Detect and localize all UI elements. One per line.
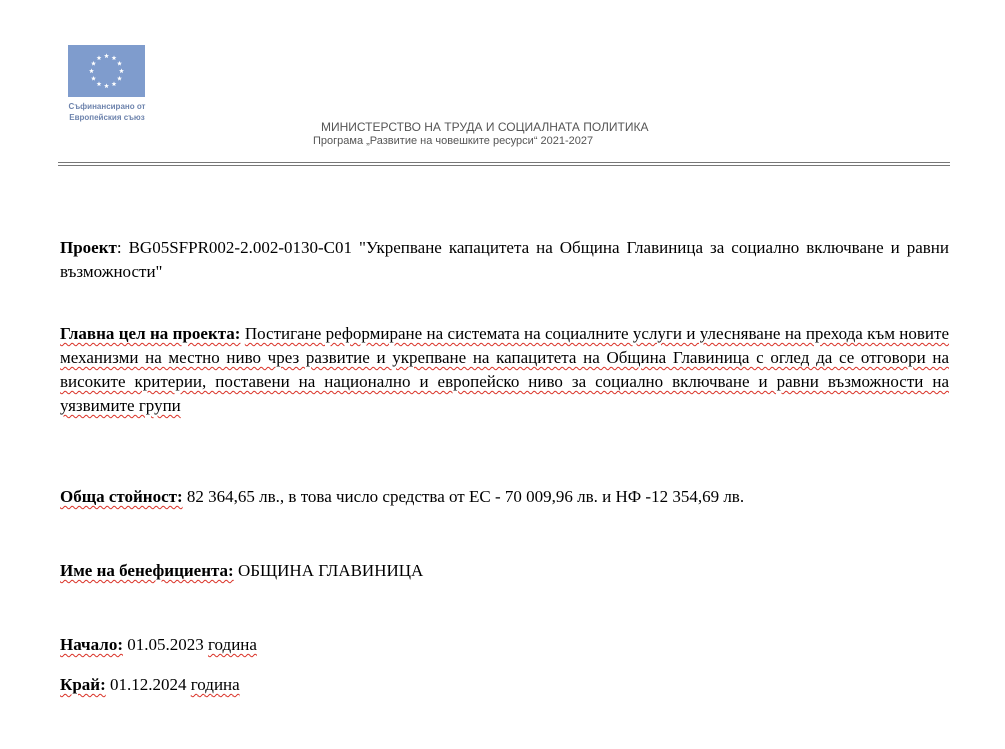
program-title: Програма „Развитие на човешките ресурси“ 2021-2027	[313, 135, 594, 147]
project-label: Проект	[60, 238, 117, 257]
cost-value: 82 364,65 лв., в това число средства от ЕС - 70 009,96 лв. и НФ -12 354,69 лв.	[186, 487, 745, 506]
eu-star-icon	[97, 55, 102, 60]
eu-caption	[57, 101, 157, 123]
beneficiary-paragraph	[60, 559, 949, 583]
eu-star-icon	[89, 68, 94, 73]
end-label: Край:	[60, 675, 106, 694]
goal-value: Постигане реформиране на системата на социалните услуги и улесняване на прехода към новите механизми на местно ниво чрез развитие и укрепване на капацитета на Община Главиница с оглед да се отговори на високите критерии, поставени на национално и европейско ниво за социално включване и равни възможности на уязвимите групи	[60, 324, 950, 415]
start-date: 01.05.2023	[127, 635, 204, 654]
eu-star-icon	[91, 76, 96, 81]
cost-paragraph	[60, 485, 949, 509]
eu-star-icon	[112, 55, 117, 60]
goal-paragraph	[60, 322, 949, 418]
header-divider-bottom	[58, 165, 950, 166]
goal-label: Главна цел на проекта:	[60, 324, 241, 343]
start-label: Начало:	[60, 635, 123, 654]
eu-star-icon	[104, 83, 109, 88]
eu-star-icon	[112, 81, 117, 86]
start-paragraph	[60, 633, 949, 657]
end-unit: година	[190, 675, 240, 694]
project-value: BG05SFPR002-2.002-0130-C01 "Укрепване капацитета на Община Главиница за социално включване и равни възможности"	[60, 238, 949, 281]
eu-star-icon	[104, 53, 109, 58]
beneficiary-value: ОБЩИНА ГЛАВИНИЦА	[237, 561, 424, 580]
header-divider-top	[58, 162, 950, 163]
eu-star-icon	[97, 81, 102, 86]
eu-star-icon	[117, 76, 122, 81]
project-paragraph	[60, 236, 949, 284]
eu-star-icon	[91, 61, 96, 66]
eu-star-icon	[119, 68, 124, 73]
end-paragraph	[60, 673, 949, 697]
eu-caption-line2: Европейския съюз	[69, 113, 145, 122]
ministry-title: МИНИСТЕРСТВО НА ТРУДА И СОЦИАЛНАТА ПОЛИТИКА	[321, 120, 649, 134]
eu-stars-icon	[68, 45, 145, 97]
end-date: 01.12.2024	[110, 675, 187, 694]
eu-flag-icon	[68, 45, 145, 97]
beneficiary-label: Име на бенефициента:	[60, 561, 234, 580]
project-separator: :	[116, 238, 129, 257]
start-unit: година	[207, 635, 257, 654]
cost-label: Обща стойност:	[60, 487, 183, 506]
eu-caption-line1: Съфинансирано от	[68, 102, 146, 111]
eu-star-icon	[117, 61, 122, 66]
